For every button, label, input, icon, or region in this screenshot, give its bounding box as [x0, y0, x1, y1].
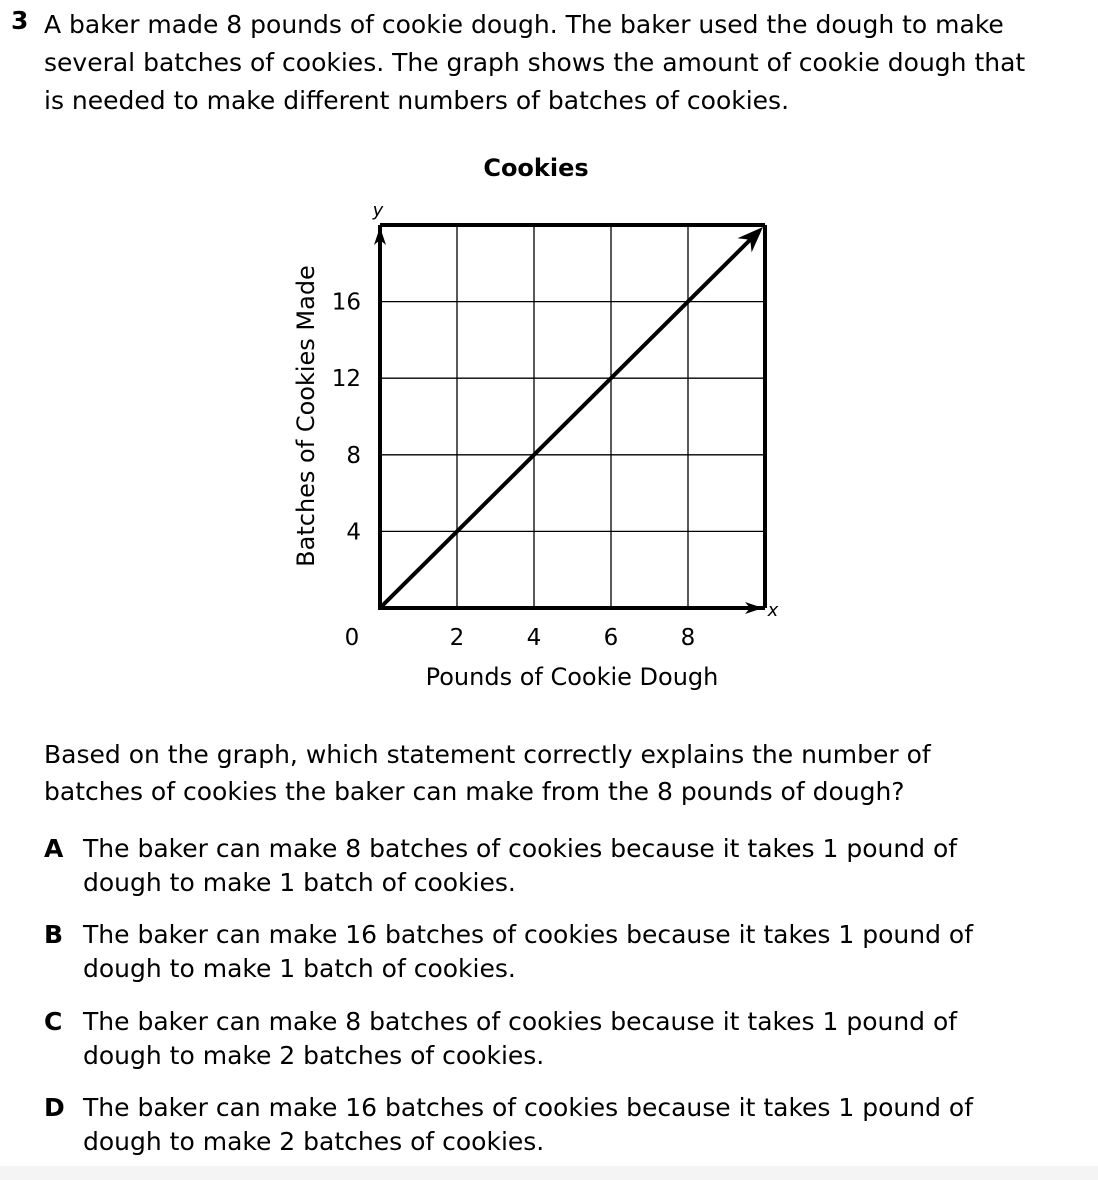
y-tick-label: 12: [331, 366, 361, 393]
series: [380, 225, 765, 608]
y-tick-label: 8: [346, 442, 361, 469]
choice-letter: D: [44, 1093, 65, 1122]
stem-line: is needed to make different numbers of batches of cookies.: [44, 86, 790, 115]
y-tick-label: 4: [346, 519, 361, 546]
x-tick-label: 2: [449, 625, 465, 651]
choice-line: The baker can make 16 batches of cookies because it takes 1 pound of: [83, 920, 974, 949]
choice-line: dough to make 1 batch of cookies.: [83, 954, 516, 983]
y-axis-letter: y: [372, 200, 384, 221]
choice-line: The baker can make 8 batches of cookies because it takes 1 pound of: [83, 834, 958, 863]
x-tick-label: 6: [603, 625, 619, 651]
choice-text: [83, 918, 973, 986]
choice-text: [83, 1005, 957, 1073]
choice-line: The baker can make 16 batches of cookies because it takes 1 pound of: [83, 1093, 974, 1122]
y-tick-label: 16: [331, 289, 361, 316]
origin-label: 0: [344, 625, 360, 651]
x-tick-label: 4: [526, 625, 542, 651]
y-axis-label: Batches of Cookies Made: [292, 265, 320, 567]
choice-letter: B: [44, 920, 64, 949]
x-tick-label: 8: [680, 625, 696, 651]
choice-line: dough to make 2 batches of cookies.: [83, 1041, 545, 1070]
choice-line: The baker can make 8 batches of cookies because it takes 1 pound of: [83, 1007, 958, 1036]
series-line: [380, 235, 755, 608]
choice-text: [83, 832, 957, 900]
choice-line: dough to make 1 batch of cookies.: [83, 868, 516, 897]
choice-text: [83, 1091, 973, 1159]
question-number: 3: [11, 6, 29, 35]
question-prompt: [44, 736, 931, 810]
choice-letter: A: [44, 834, 64, 863]
chart-title: Cookies: [483, 154, 589, 182]
x-axis-letter: x: [767, 600, 779, 621]
footer-strip: [0, 1166, 1098, 1180]
choice-line: dough to make 2 batches of cookies.: [83, 1127, 545, 1156]
choice-letter: C: [44, 1007, 63, 1036]
stem-line: several batches of cookies. The graph shows the amount of cookie dough that: [44, 48, 1026, 77]
prompt-line: batches of cookies the baker can make from the 8 pounds of dough?: [44, 777, 905, 806]
x-axis-label: Pounds of Cookie Dough: [425, 663, 719, 691]
tick-labels: [332, 290, 696, 651]
stem-line: A baker made 8 pounds of cookie dough. The baker used the dough to make: [44, 10, 1004, 39]
prompt-line: Based on the graph, which statement correctly explains the number of: [44, 740, 931, 769]
